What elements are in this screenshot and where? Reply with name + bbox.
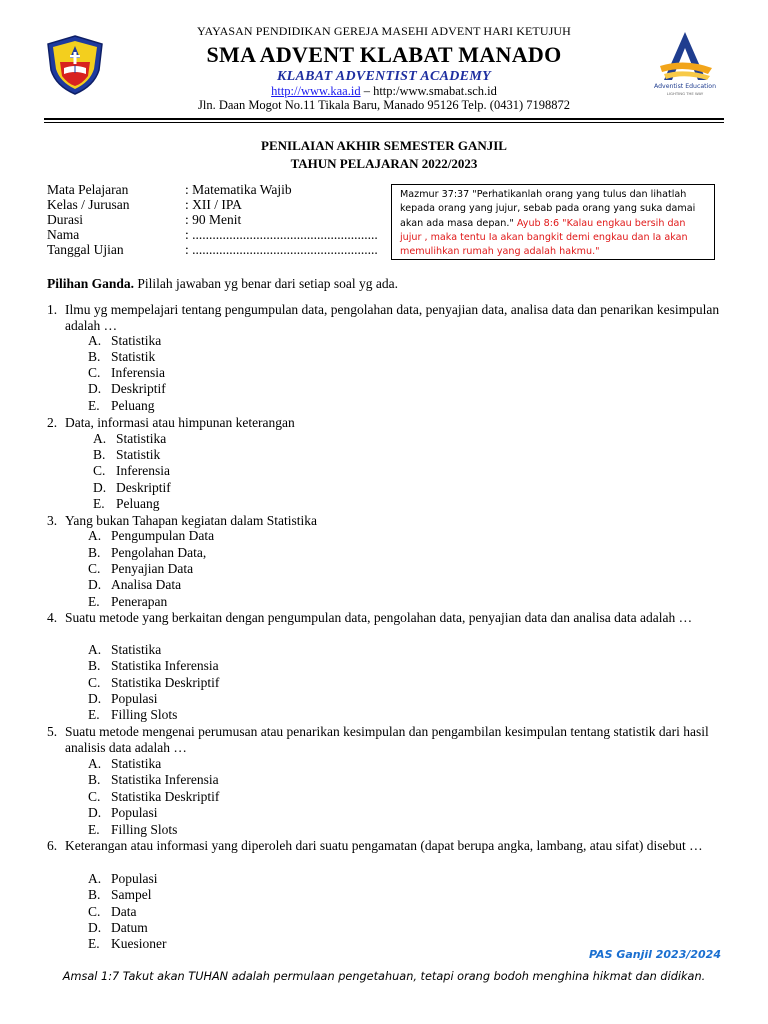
- instructions-text: Pililah jawaban yg benar dari setiap soal yg ada.: [134, 276, 398, 291]
- question-number: 6.: [47, 838, 58, 853]
- name-field: : .......................................................: [185, 227, 378, 242]
- option-letter: C.: [88, 365, 101, 380]
- option: [88, 707, 177, 723]
- website-link-smabat: http:/www.smabat.sch.id: [373, 84, 497, 98]
- question-number: 2.: [47, 415, 58, 430]
- info-value: : XII / IPA: [185, 197, 242, 212]
- option-text: Statistika Inferensia: [111, 772, 219, 787]
- option: [88, 545, 206, 561]
- option-text: Statistika: [111, 333, 162, 348]
- option: [88, 936, 166, 952]
- option-text: Penerapan: [111, 594, 168, 609]
- option-letter: B.: [88, 658, 101, 673]
- option-letter: D.: [88, 577, 102, 592]
- option-letter: C.: [88, 675, 101, 690]
- option: [88, 789, 219, 805]
- website-links: [0, 84, 768, 99]
- info-value: : Matematika Wajib: [185, 182, 292, 197]
- option: [88, 381, 166, 397]
- option-letter: A.: [93, 431, 107, 446]
- question-number: 4.: [47, 610, 58, 625]
- option-letter: C.: [93, 463, 106, 478]
- option: [93, 431, 166, 447]
- option-text: Pengumpulan Data: [111, 528, 215, 543]
- link-separator: –: [360, 84, 374, 98]
- verse-box: [391, 184, 715, 260]
- right-logo-text: Adventist Education: [653, 83, 717, 90]
- option: [88, 904, 136, 920]
- option: [88, 528, 214, 544]
- option: [93, 447, 160, 463]
- info-label: Mata Pelajaran: [47, 182, 129, 197]
- question-number: 1.: [47, 302, 58, 317]
- option-letter: A.: [88, 642, 102, 657]
- option-letter: E.: [88, 822, 100, 837]
- option: [88, 675, 219, 691]
- option: [88, 920, 148, 936]
- option-letter: B.: [88, 545, 101, 560]
- info-label: Durasi: [47, 212, 83, 227]
- option-text: Datum: [111, 920, 148, 935]
- option-text: Statistik: [116, 447, 161, 462]
- option-text: Deskriptif: [111, 381, 166, 396]
- option-text: Data: [111, 904, 137, 919]
- option-letter: D.: [88, 381, 102, 396]
- option: [88, 577, 181, 593]
- option-letter: A.: [88, 871, 102, 886]
- option-letter: A.: [88, 333, 102, 348]
- date-field: : .......................................................: [185, 242, 378, 257]
- option-letter: E.: [88, 398, 100, 413]
- question-text: Suatu metode mengenai perumusan atau penarikan kesimpulan dan pengambilan kesimpulan tentang statistik dari hasil analisis data adalah …: [65, 724, 709, 756]
- option-text: Statistika: [116, 431, 167, 446]
- foundation-name: YAYASAN PENDIDIKAN GEREJA MASEHI ADVENT HARI KETUJUH: [197, 24, 571, 38]
- question-text: Keterangan atau informasi yang diperoleh dari suatu pengamatan (dapat berupa angka, lambang, atau sifat) disebut …: [65, 838, 703, 853]
- instructions: [47, 276, 398, 292]
- option-text: Deskriptif: [116, 480, 171, 495]
- option-letter: B.: [93, 447, 106, 462]
- option-text: Analisa Data: [111, 577, 182, 592]
- option-text: Kuesioner: [111, 936, 167, 951]
- option: [93, 496, 160, 512]
- option: [93, 463, 170, 479]
- option-letter: D.: [88, 920, 102, 935]
- option-text: Statistika Deskriptif: [111, 789, 220, 804]
- info-value: : 90 Menit: [185, 212, 242, 227]
- verse-psalm: Mazmur 37:37 "Perhatikanlah orang yang tulus dan lihatlah kepada orang yang jujur, sebab pada orang yang suka damai akan ada masa depan.": [400, 189, 696, 229]
- option: [88, 594, 167, 610]
- question-number: 3.: [47, 513, 58, 528]
- option-text: Peluang: [116, 496, 160, 511]
- option-text: Populasi: [111, 691, 158, 706]
- option-letter: A.: [88, 756, 102, 771]
- option-text: Penyajian Data: [111, 561, 194, 576]
- academy-name: KLABAT ADVENTIST ACADEMY: [277, 69, 491, 84]
- option: [88, 333, 161, 349]
- header-divider-thick: [44, 118, 724, 120]
- option-text: Statistika Deskriptif: [111, 675, 220, 690]
- option-letter: A.: [88, 528, 102, 543]
- option-letter: B.: [88, 349, 101, 364]
- option-letter: E.: [88, 707, 100, 722]
- option-letter: D.: [88, 691, 102, 706]
- question-text: Yang bukan Tahapan kegiatan dalam Statistika: [65, 513, 318, 528]
- option-letter: D.: [88, 805, 102, 820]
- verse-job: Ayub 8:6 "Kalau engkau bersih dan jujur , maka tentu Ia akan bangkit demi engkau dan Ia akan memulihkan rumah yang adalah hakmu.": [400, 217, 688, 258]
- option-letter: C.: [88, 789, 101, 804]
- option: [88, 658, 219, 674]
- option-letter: C.: [88, 561, 101, 576]
- option-letter: E.: [93, 496, 105, 511]
- option-text: Statistika: [111, 756, 162, 771]
- option: [88, 822, 177, 838]
- info-label: Nama: [47, 227, 80, 242]
- question-4: [47, 610, 727, 626]
- question-5: [47, 724, 727, 756]
- option: [88, 756, 161, 772]
- option-text: Sampel: [111, 887, 152, 902]
- option: [88, 772, 219, 788]
- question-2: [47, 415, 727, 431]
- info-label: Tanggal Ujian: [47, 242, 124, 257]
- option-text: Populasi: [111, 805, 158, 820]
- question-text: Data, informasi atau himpunan keterangan: [65, 415, 295, 430]
- question-6: [47, 838, 727, 854]
- option: [88, 642, 161, 658]
- school-name: SMA ADVENT KLABAT MANADO: [206, 42, 562, 67]
- footer-verse: Amsal 1:7 Takut akan TUHAN adalah permulaan pengetahuan, tetapi orang bodoh menghina hikmat dan didikan.: [62, 970, 706, 983]
- option-text: Inferensia: [111, 365, 165, 380]
- instructions-heading: Pilihan Ganda.: [47, 276, 135, 291]
- option: [93, 480, 171, 496]
- option-text: Populasi: [111, 871, 158, 886]
- option-text: Statistik: [111, 349, 156, 364]
- website-link-kaa[interactable]: http://www.kaa.id: [271, 84, 361, 98]
- option: [88, 805, 158, 821]
- option: [88, 398, 155, 414]
- exam-year: TAHUN PELAJARAN 2022/2023: [290, 156, 478, 171]
- header-divider-thin: [44, 122, 724, 123]
- option: [88, 365, 165, 381]
- option: [88, 561, 193, 577]
- option: [88, 887, 152, 903]
- option-letter: C.: [88, 904, 101, 919]
- question-number: 5.: [47, 724, 58, 739]
- option-letter: B.: [88, 772, 101, 787]
- question-1: [47, 302, 727, 334]
- option-text: Inferensia: [116, 463, 170, 478]
- exam-title: PENILAIAN AKHIR SEMESTER GANJIL: [261, 138, 507, 153]
- option-letter: E.: [88, 936, 100, 951]
- option: [88, 871, 158, 887]
- right-logo-subtext: LIGHTING THE WAY: [666, 91, 704, 96]
- footer-exam-code: PAS Ganjil 2023/2024: [589, 948, 721, 961]
- option-text: Filling Slots: [111, 822, 178, 837]
- option-text: Statistika: [111, 642, 162, 657]
- option-letter: E.: [88, 594, 100, 609]
- school-address: Jln. Daan Mogot No.11 Tikala Baru, Manado 95126 Telp. (0431) 7198872: [197, 98, 570, 112]
- option: [88, 691, 158, 707]
- option-text: Pengolahan Data,: [111, 545, 207, 560]
- question-3: [47, 513, 727, 529]
- info-label: Kelas / Jurusan: [47, 197, 130, 212]
- option: [88, 349, 155, 365]
- question-text: Ilmu yg mempelajari tentang pengumpulan data, pengolahan data, penyajian data, analisa data dan penarikan kesimpulan adalah …: [65, 302, 720, 334]
- option-letter: D.: [93, 480, 107, 495]
- option-letter: B.: [88, 887, 101, 902]
- option-text: Filling Slots: [111, 707, 178, 722]
- option-text: Statistika Inferensia: [111, 658, 219, 673]
- question-text: Suatu metode yang berkaitan dengan pengumpulan data, pengolahan data, penyajian data dan analisa data adalah …: [65, 610, 693, 625]
- option-text: Peluang: [111, 398, 155, 413]
